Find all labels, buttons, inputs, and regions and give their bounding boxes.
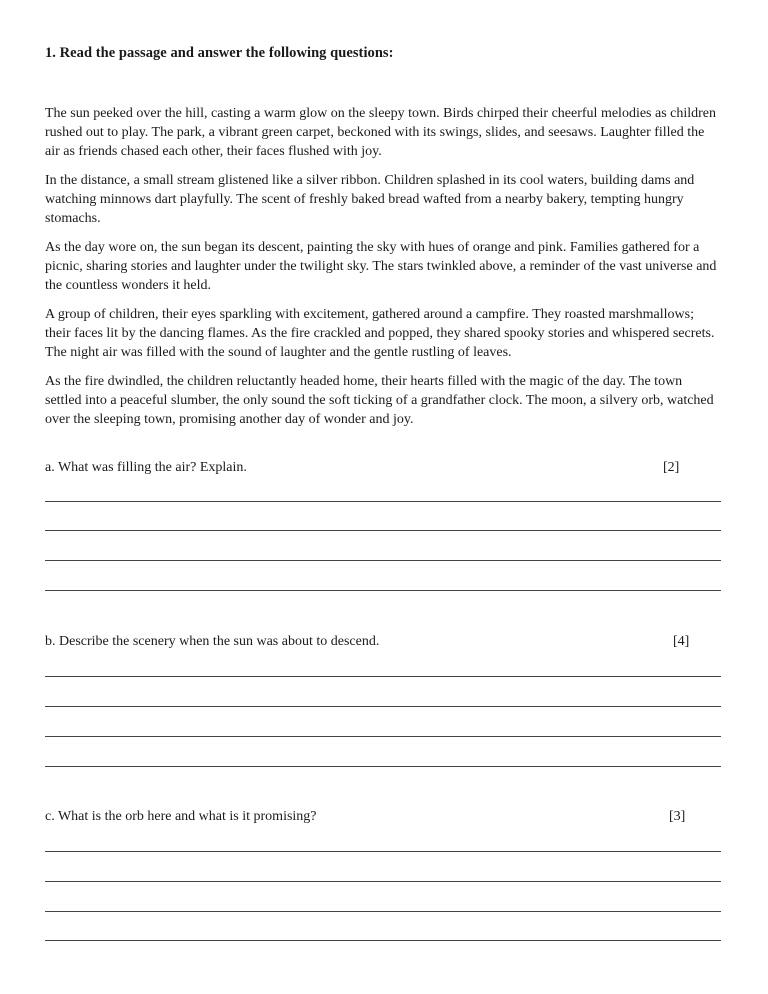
- answer-line-c-3[interactable]: [45, 911, 721, 912]
- question-b: [45, 632, 722, 652]
- answer-line-a-2[interactable]: [45, 530, 721, 531]
- question-a-marks: [2]: [663, 460, 680, 475]
- answer-line-a-1[interactable]: [45, 501, 721, 502]
- answer-line-b-3[interactable]: [45, 736, 721, 737]
- answer-line-b-1[interactable]: [45, 676, 721, 677]
- question-c-text: c. What is the orb here and what is it promising?: [45, 809, 317, 824]
- passage-paragraph-1: The sun peeked over the hill, casting a warm glow on the sleepy town. Birds chirped their cheerful melodies as children rushed out to play. The park, a vibrant green carpet, beckoned with its swings, slides, and seesaws. Laughter filled the air as friends chased each other, their faces flushed with joy.: [45, 106, 717, 159]
- passage-paragraph-4: A group of children, their eyes sparkling with excitement, gathered around a campfire. They roasted marshmallows; their faces lit by the dancing flames. As the fire crackled and popped, they shared spooky stories and whispered secrets. The night air was filled with the sound of laughter and the gentle rustling of leaves.: [45, 307, 715, 360]
- reading-passage: [45, 104, 722, 439]
- answer-line-b-2[interactable]: [45, 706, 721, 707]
- question-c: [45, 807, 722, 827]
- question-b-text: b. Describe the scenery when the sun was about to descend.: [45, 634, 380, 649]
- answer-line-a-4[interactable]: [45, 590, 721, 591]
- answer-line-c-1[interactable]: [45, 851, 721, 852]
- passage-paragraph-5: As the fire dwindled, the children reluctantly headed home, their hearts filled with the magic of the day. The town settled into a peaceful slumber, the only sound the soft ticking of a grandfather clock. The moon, a silvery orb, watched over the sleeping town, promising another day of wonder and joy.: [45, 374, 714, 427]
- question-b-marks: [4]: [673, 634, 690, 649]
- question-a-text: a. What was filling the air? Explain.: [45, 460, 247, 475]
- passage-paragraph-3: As the day wore on, the sun began its descent, painting the sky with hues of orange and pink. Families gathered for a picnic, sharing stories and laughter under the twilight sky. The stars twinkled above, a reminder of the vast universe and the countless wonders it held.: [45, 240, 717, 293]
- passage-paragraph-2: In the distance, a small stream glistened like a silver ribbon. Children splashed in its cool waters, building dams and watching minnows dart playfully. The scent of freshly baked bread wafted from a nearby bakery, tempting hungry stomachs.: [45, 173, 695, 226]
- question-a: [45, 458, 722, 478]
- question-c-marks: [3]: [669, 809, 686, 824]
- question-heading: 1. Read the passage and answer the following questions:: [45, 45, 394, 61]
- answer-line-c-2[interactable]: [45, 881, 721, 882]
- answer-line-b-4[interactable]: [45, 766, 721, 767]
- answer-line-a-3[interactable]: [45, 560, 721, 561]
- answer-line-c-4[interactable]: [45, 940, 721, 941]
